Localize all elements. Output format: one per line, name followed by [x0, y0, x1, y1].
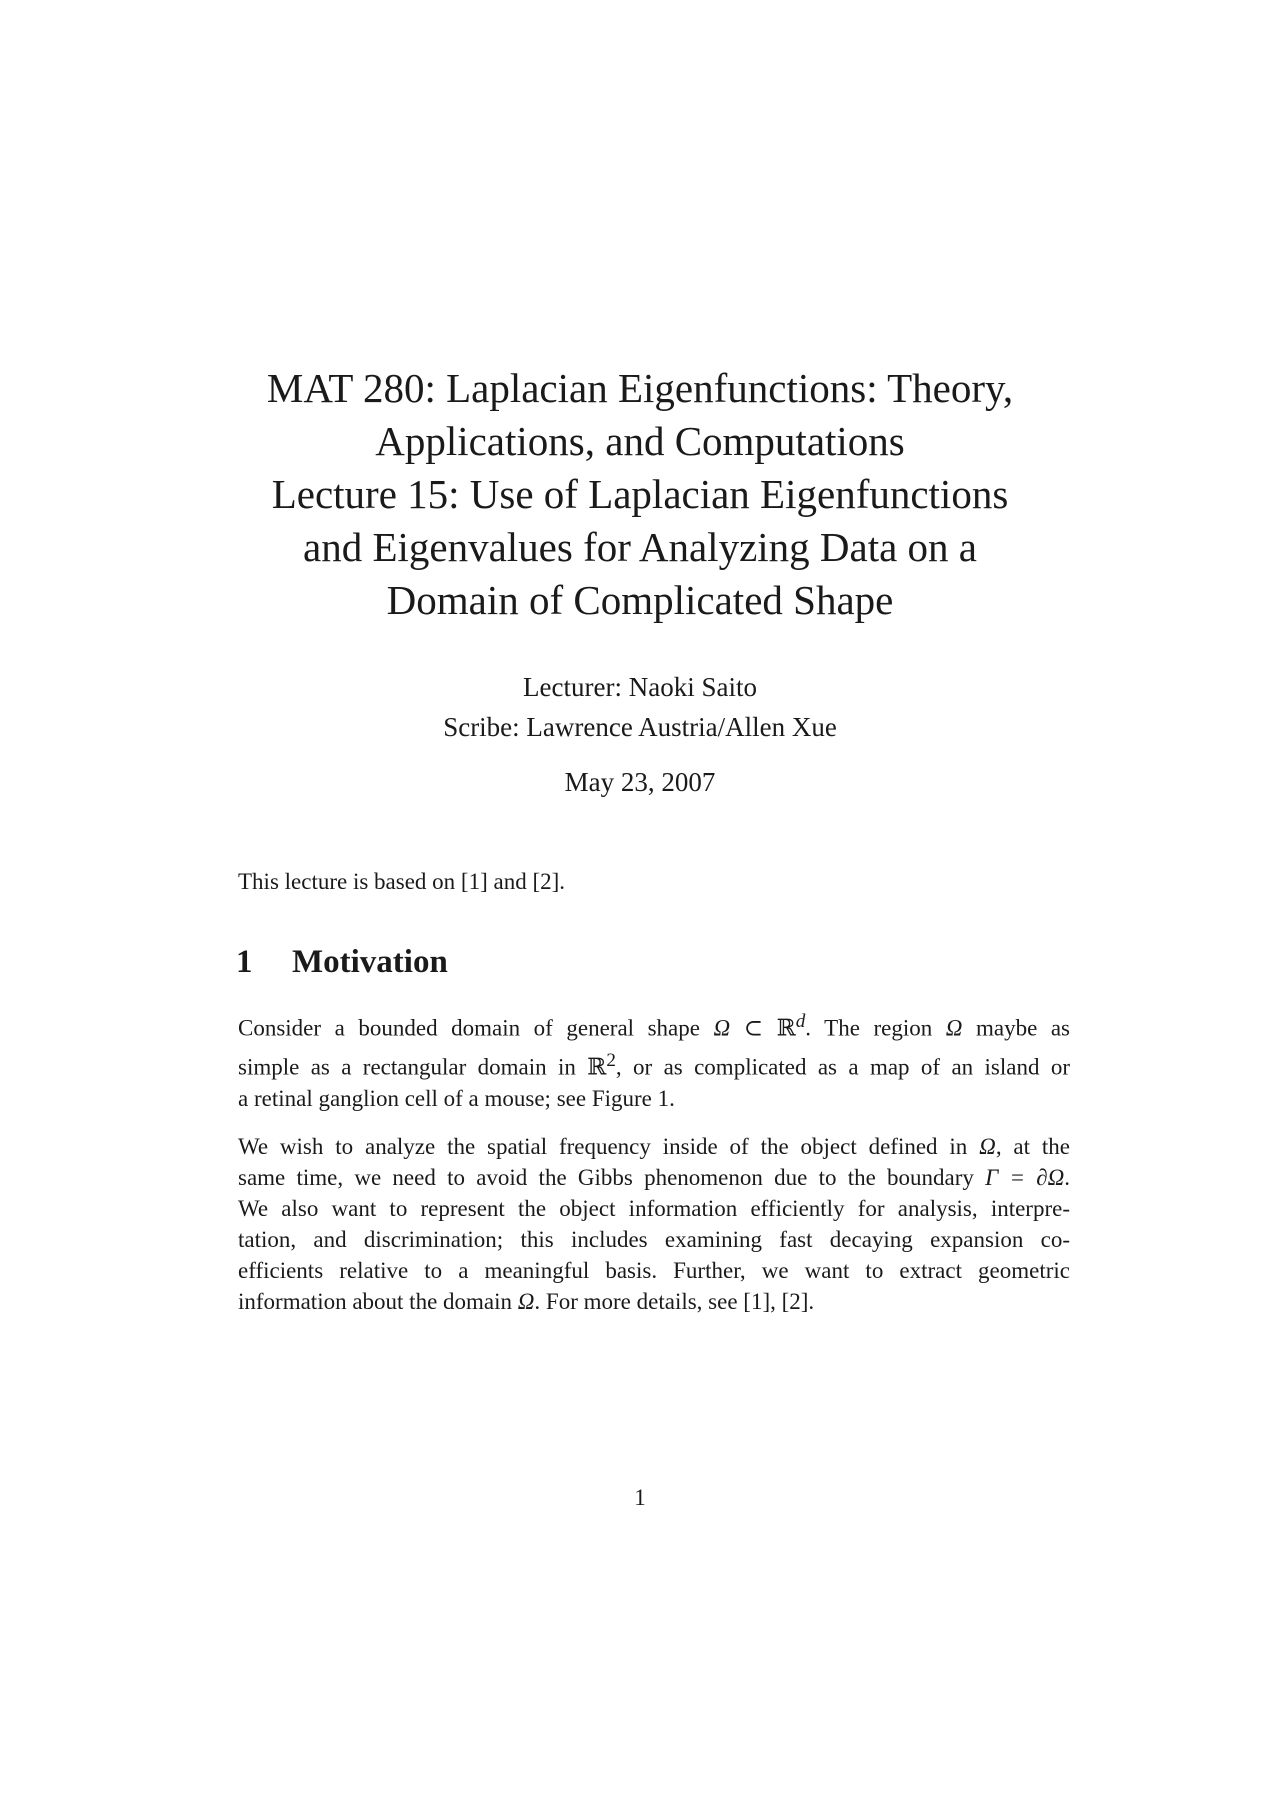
title-line-1: MAT 280: Laplacian Eigenfunctions: Theory,	[266, 365, 1014, 411]
p1-line-1	[238, 1006, 1070, 1045]
omega-symbol: Ω	[945, 1015, 963, 1041]
text-run: , or as complicated as a map of an island or	[615, 1054, 1070, 1080]
dimension-superscript: d	[795, 1011, 806, 1032]
reals-symbol: ℝ	[587, 1054, 607, 1081]
p2-line-3: We also want to represent the object information efficiently for analysis, interpre-	[238, 1196, 1070, 1221]
p2-line-5: efficients relative to a meaningful basis. Further, we want to extract geometric	[238, 1258, 1070, 1283]
page-number: 1	[634, 1485, 646, 1510]
lecturer-line: Lecturer: Naoki Saito	[523, 672, 757, 702]
scribe-line: Scribe: Lawrence Austria/Allen Xue	[443, 712, 837, 742]
subset-symbol: ⊂	[730, 1015, 777, 1041]
section-heading	[236, 940, 448, 984]
paper-title	[140, 362, 1140, 627]
p2-line-2	[238, 1162, 1070, 1193]
text-run: maybe as	[962, 1015, 1070, 1041]
omega-symbol: Ω	[979, 1134, 996, 1159]
intro-paragraph: This lecture is based on [1] and [2].	[238, 869, 566, 894]
title-line-5: Domain of Complicated Shape	[386, 577, 894, 623]
motivation-paragraph-2	[238, 1131, 1070, 1317]
title-line-3: Lecture 15: Use of Laplacian Eigenfunctions	[271, 471, 1009, 517]
text-run: . For more details, see [1], [2].	[534, 1289, 815, 1314]
boundary-equation: Γ = ∂Ω	[985, 1165, 1065, 1190]
lecture-date: May 23, 2007	[564, 767, 716, 797]
p2-line-6	[238, 1286, 1070, 1317]
text-run: We wish to analyze the spatial frequency inside of the object defined in	[238, 1134, 980, 1159]
title-line-2: Applications, and Computations	[375, 418, 905, 464]
reals-symbol: ℝ	[776, 1015, 796, 1042]
omega-symbol: Ω	[517, 1289, 535, 1314]
authors-block	[140, 667, 1140, 747]
text-run: .	[1064, 1165, 1070, 1190]
section-title: Motivation	[292, 944, 448, 980]
motivation-paragraph-1	[238, 1006, 1070, 1114]
p1-line-3: a retinal ganglion cell of a mouse; see Figure 1.	[238, 1086, 675, 1112]
title-line-4: and Eigenvalues for Analyzing Data on a	[303, 524, 977, 570]
text-run: . The region	[805, 1015, 946, 1041]
text-run: , at the	[995, 1134, 1070, 1159]
two-superscript: 2	[606, 1049, 616, 1071]
omega-symbol: Ω	[713, 1015, 731, 1041]
text-run: Consider a bounded domain of general shape	[238, 1015, 714, 1041]
text-run: simple as a rectangular domain in	[238, 1054, 588, 1080]
p2-line-4: tation, and discrimination; this includes examining fast decaying expansion co-	[238, 1227, 1070, 1252]
p2-line-1	[238, 1131, 1070, 1162]
text-run: same time, we need to avoid the Gibbs phenomenon due to the boundary	[238, 1165, 986, 1190]
text-run: information about the domain	[238, 1289, 518, 1314]
section-number: 1	[236, 944, 253, 980]
p1-line-2	[238, 1045, 1070, 1084]
